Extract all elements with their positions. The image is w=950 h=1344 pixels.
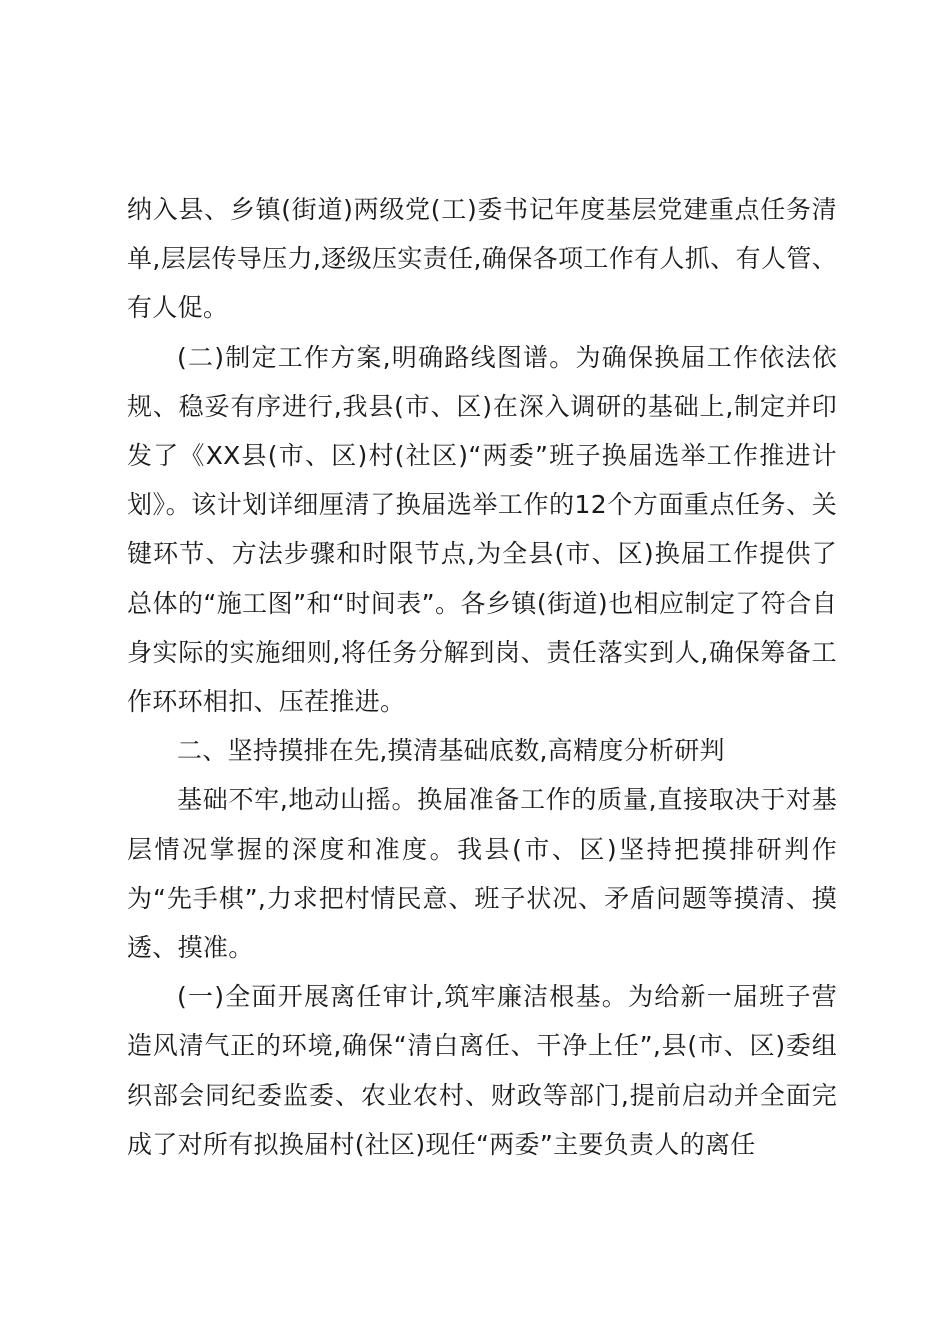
paragraph-3: 基础不牢,地动山摇。换届准备工作的质量,直接取决于对基层情况掌握的深度和准度。我县(市、区)坚持把摸排研判作为“先手棋”,力求把村情民意、班子状况、矛盾问题等摸清、摸透、摸准。 bbox=[127, 785, 837, 963]
paragraph-1: 纳入县、乡镇(街道)两级党(工)委书记年度基层党建重点任务清单,层层传导压力,逐级压实责任,确保各项工作有人抓、有人管、有人促。 bbox=[127, 195, 837, 323]
paragraph-4: (一)全面开展离任审计,筑牢廉洁根基。为给新一届班子营造风清气正的环境,确保“清白离任、干净上任”,县(市、区)委组织部会同纪委监委、农业农村、财政等部门,提前启动并全面完成了对所有拟换届村(社区)现任“两委”主要负责人的离任 bbox=[127, 982, 837, 1159]
section-heading: 二、坚持摸排在先,摸清基础底数,高精度分析研判 bbox=[177, 736, 725, 766]
paragraph-2: (二)制定工作方案,明确路线图谱。为确保换届工作依法依规、稳妥有序进行,我县(市、区)在深入调研的基础上,制定并印发了《XX县(市、区)村(社区)“两委”班子换届选举工作推进计划》。该计划详细厘清了换届选举工作的12个方面重点任务、关键环节、方法步骤和时限节点,为全县(市、区)换届工作提供了总体的“施工图”和“时间表”。各乡镇(街道)也相应制定了符合自身实际的实施细则,将任务分解到岗、责任落实到人,确保筹备工作环环相扣、压茬推进。 bbox=[127, 342, 837, 717]
document-body bbox=[127, 185, 837, 1169]
